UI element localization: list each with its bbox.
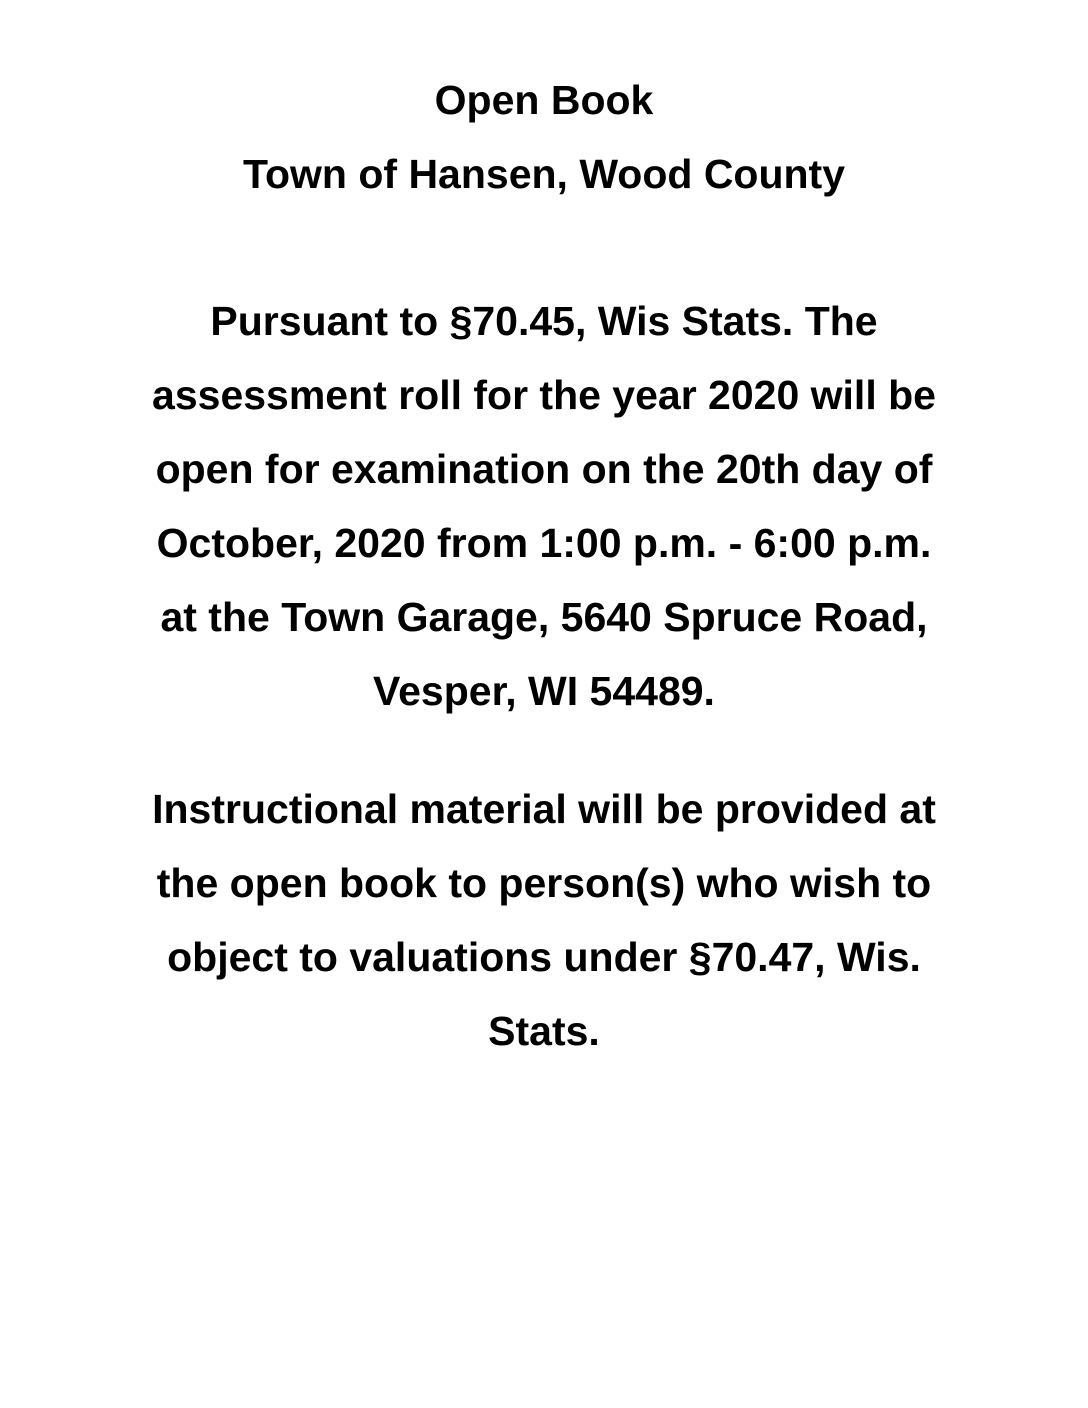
instructions-line: Instructional material will be provided at xyxy=(152,786,936,832)
notice-line: open for examination on the 20th day of xyxy=(155,446,933,492)
notice-line: assessment roll for the year 2020 will be xyxy=(152,372,936,418)
notice-line: Pursuant to §70.45, Wis Stats. The xyxy=(210,298,878,344)
notice-heading xyxy=(60,63,1028,211)
notice-line: at the Town Garage, 5640 Spruce Road, xyxy=(160,594,928,640)
page-subtitle: Town of Hansen, Wood County xyxy=(242,151,846,197)
instructions-line: object to valuations under §70.47, Wis. xyxy=(167,934,921,980)
instructions-paragraph xyxy=(60,772,1028,1068)
notice-line: October, 2020 from 1:00 p.m. - 6:00 p.m. xyxy=(156,520,932,566)
instructions-line: Stats. xyxy=(488,1008,600,1054)
page-title: Open Book xyxy=(434,77,654,123)
instructions-line: the open book to person(s) who wish to xyxy=(156,860,932,906)
open-book-notice-paragraph xyxy=(60,284,1028,728)
notice-line: Vesper, WI 54489. xyxy=(373,668,715,714)
